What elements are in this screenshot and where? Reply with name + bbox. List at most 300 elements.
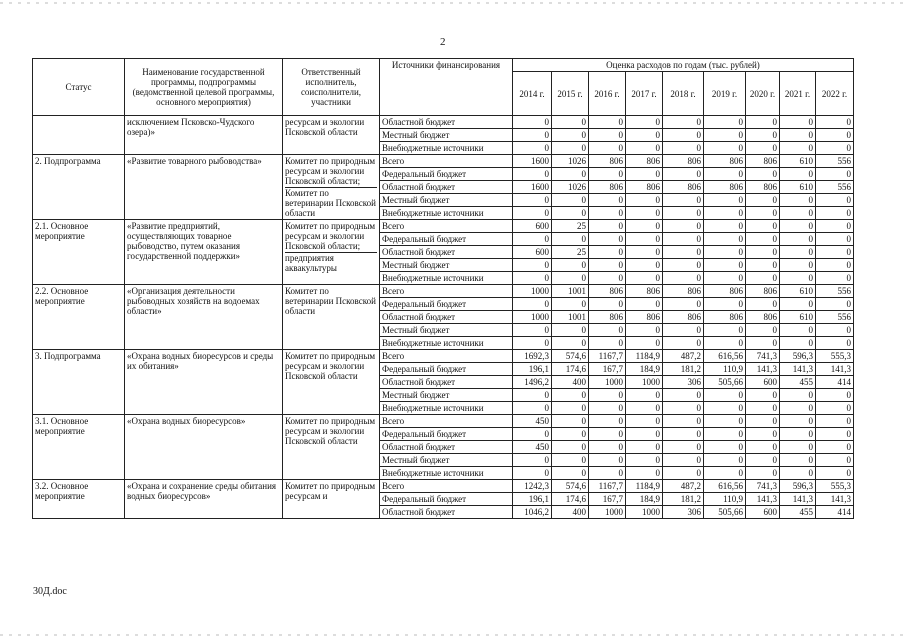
- amount-cell: 596,3: [780, 350, 816, 363]
- amount-cell: 0: [589, 207, 626, 220]
- amount-cell: 0: [663, 220, 704, 233]
- amount-cell: 0: [704, 389, 746, 402]
- funding-source-cell: Внебюджетные источники: [380, 467, 513, 480]
- amount-cell: 0: [589, 467, 626, 480]
- amount-cell: 806: [626, 155, 663, 168]
- amount-cell: 0: [746, 272, 780, 285]
- executor-cell: [283, 480, 380, 519]
- amount-cell: 181,2: [663, 363, 704, 376]
- year-header: 2022 г.: [816, 72, 854, 116]
- funding-source-cell: Областной бюджет: [380, 116, 513, 129]
- amount-cell: 0: [589, 194, 626, 207]
- amount-cell: 0: [513, 467, 552, 480]
- amount-cell: 0: [746, 402, 780, 415]
- amount-cell: 610: [780, 285, 816, 298]
- amount-cell: 0: [589, 246, 626, 259]
- amount-cell: 0: [704, 272, 746, 285]
- amount-cell: 0: [663, 441, 704, 454]
- amount-cell: 741,3: [746, 350, 780, 363]
- executor-text: предприятия аквакультуры: [285, 252, 377, 273]
- header-name: Наименование государственной программы, подпрограммы (ведомственной целевой программы, основного мероприятия): [125, 59, 283, 116]
- amount-cell: 450: [513, 441, 552, 454]
- executor-cell: [283, 415, 380, 480]
- amount-cell: 0: [816, 415, 854, 428]
- amount-cell: 0: [626, 298, 663, 311]
- amount-cell: 0: [780, 324, 816, 337]
- amount-cell: 0: [513, 233, 552, 246]
- amount-cell: 0: [780, 402, 816, 415]
- amount-cell: 400: [552, 376, 589, 389]
- amount-cell: 0: [704, 233, 746, 246]
- year-header: 2021 г.: [780, 72, 816, 116]
- funding-source-cell: Всего: [380, 480, 513, 493]
- amount-cell: 0: [513, 116, 552, 129]
- amount-cell: 0: [746, 142, 780, 155]
- amount-cell: 0: [589, 129, 626, 142]
- funding-source-cell: Всего: [380, 155, 513, 168]
- funding-source-cell: Областной бюджет: [380, 376, 513, 389]
- status-cell: 3. Подпрограмма: [33, 350, 125, 415]
- year-header: 2019 г.: [704, 72, 746, 116]
- amount-cell: 0: [663, 116, 704, 129]
- amount-cell: 610: [780, 155, 816, 168]
- amount-cell: 0: [663, 454, 704, 467]
- amount-cell: 0: [746, 259, 780, 272]
- amount-cell: 0: [589, 168, 626, 181]
- amount-cell: 487,2: [663, 480, 704, 493]
- amount-cell: 0: [816, 129, 854, 142]
- amount-cell: 174,6: [552, 363, 589, 376]
- amount-cell: 0: [626, 428, 663, 441]
- amount-cell: 0: [704, 428, 746, 441]
- executor-text: Комитет по природным ресурсам и экологии Псковской области;: [285, 221, 376, 251]
- amount-cell: 600: [513, 246, 552, 259]
- amount-cell: 455: [780, 376, 816, 389]
- status-cell: 2.1. Основное мероприятие: [33, 220, 125, 285]
- funding-source-cell: Федеральный бюджет: [380, 363, 513, 376]
- amount-cell: 610: [780, 311, 816, 324]
- amount-cell: 0: [589, 402, 626, 415]
- amount-cell: 0: [663, 168, 704, 181]
- amount-cell: 0: [746, 194, 780, 207]
- amount-cell: 806: [589, 181, 626, 194]
- amount-cell: 0: [552, 415, 589, 428]
- amount-cell: 574,6: [552, 350, 589, 363]
- amount-cell: 0: [780, 272, 816, 285]
- amount-cell: 25: [552, 220, 589, 233]
- amount-cell: 1000: [513, 285, 552, 298]
- funding-source-cell: Федеральный бюджет: [380, 233, 513, 246]
- amount-cell: 0: [589, 116, 626, 129]
- amount-cell: 0: [816, 428, 854, 441]
- amount-cell: 0: [780, 142, 816, 155]
- amount-cell: 1600: [513, 181, 552, 194]
- amount-cell: 450: [513, 415, 552, 428]
- amount-cell: 0: [780, 259, 816, 272]
- year-header: 2017 г.: [626, 72, 663, 116]
- amount-cell: 0: [552, 402, 589, 415]
- amount-cell: 0: [780, 389, 816, 402]
- funding-source-cell: Местный бюджет: [380, 129, 513, 142]
- funding-source-cell: Федеральный бюджет: [380, 493, 513, 506]
- amount-cell: 0: [626, 467, 663, 480]
- amount-cell: 806: [589, 155, 626, 168]
- executor-text: Комитет по природным ресурсам и экологии Псковской области;: [285, 156, 376, 186]
- amount-cell: 0: [552, 454, 589, 467]
- amount-cell: 806: [663, 181, 704, 194]
- amount-cell: 455: [780, 506, 816, 519]
- amount-cell: 0: [746, 298, 780, 311]
- amount-cell: 0: [552, 428, 589, 441]
- funding-source-cell: Всего: [380, 285, 513, 298]
- amount-cell: 610: [780, 181, 816, 194]
- funding-source-cell: Внебюджетные источники: [380, 402, 513, 415]
- amount-cell: 0: [589, 415, 626, 428]
- amount-cell: 1496,2: [513, 376, 552, 389]
- amount-cell: 1167,7: [589, 480, 626, 493]
- year-header: 2020 г.: [746, 72, 780, 116]
- amount-cell: 141,3: [780, 493, 816, 506]
- amount-cell: 0: [780, 168, 816, 181]
- scan-edge-bottom: [0, 634, 905, 636]
- amount-cell: 0: [780, 415, 816, 428]
- amount-cell: 806: [663, 155, 704, 168]
- amount-cell: 505,66: [704, 376, 746, 389]
- amount-cell: 556: [816, 155, 854, 168]
- amount-cell: 110,9: [704, 363, 746, 376]
- amount-cell: 1026: [552, 181, 589, 194]
- amount-cell: 0: [704, 402, 746, 415]
- amount-cell: 0: [816, 259, 854, 272]
- amount-cell: 0: [589, 220, 626, 233]
- amount-cell: 0: [513, 454, 552, 467]
- year-header: 2015 г.: [552, 72, 589, 116]
- amount-cell: 0: [816, 272, 854, 285]
- status-cell: [33, 116, 125, 155]
- amount-cell: 0: [663, 467, 704, 480]
- amount-cell: 0: [513, 129, 552, 142]
- amount-cell: 0: [513, 428, 552, 441]
- amount-cell: 600: [513, 220, 552, 233]
- amount-cell: 174,6: [552, 493, 589, 506]
- amount-cell: 0: [626, 168, 663, 181]
- amount-cell: 0: [626, 337, 663, 350]
- amount-cell: 0: [816, 467, 854, 480]
- table-row: [33, 285, 854, 298]
- amount-cell: 1184,9: [626, 480, 663, 493]
- amount-cell: 0: [626, 324, 663, 337]
- funding-source-cell: Местный бюджет: [380, 389, 513, 402]
- amount-cell: 0: [589, 142, 626, 155]
- amount-cell: 556: [816, 311, 854, 324]
- amount-cell: 0: [552, 194, 589, 207]
- table-row: [33, 116, 854, 129]
- amount-cell: 0: [780, 454, 816, 467]
- amount-cell: 0: [663, 402, 704, 415]
- status-cell: 2.2. Основное мероприятие: [33, 285, 125, 350]
- amount-cell: 0: [663, 233, 704, 246]
- amount-cell: 1000: [513, 311, 552, 324]
- amount-cell: 0: [626, 415, 663, 428]
- year-header: 2014 г.: [513, 72, 552, 116]
- amount-cell: 184,9: [626, 363, 663, 376]
- amount-cell: 0: [626, 194, 663, 207]
- executor-cell: [283, 116, 380, 155]
- funding-source-cell: Всего: [380, 220, 513, 233]
- funding-source-cell: Внебюджетные источники: [380, 142, 513, 155]
- amount-cell: 0: [816, 142, 854, 155]
- amount-cell: 0: [704, 129, 746, 142]
- amount-cell: 0: [746, 441, 780, 454]
- table-row: [33, 220, 854, 233]
- amount-cell: 0: [552, 298, 589, 311]
- funding-source-cell: Областной бюджет: [380, 506, 513, 519]
- amount-cell: 1600: [513, 155, 552, 168]
- amount-cell: 806: [704, 311, 746, 324]
- amount-cell: 0: [746, 233, 780, 246]
- amount-cell: 0: [704, 337, 746, 350]
- amount-cell: 0: [513, 207, 552, 220]
- header-source: Источники финансирования: [380, 59, 513, 116]
- amount-cell: 0: [780, 207, 816, 220]
- amount-cell: 1184,9: [626, 350, 663, 363]
- amount-cell: 0: [780, 233, 816, 246]
- amount-cell: 555,3: [816, 350, 854, 363]
- funding-source-cell: Федеральный бюджет: [380, 168, 513, 181]
- amount-cell: 0: [552, 324, 589, 337]
- amount-cell: 0: [816, 220, 854, 233]
- amount-cell: 0: [513, 194, 552, 207]
- amount-cell: 806: [746, 155, 780, 168]
- executor-text: Комитет по ветеринарии Псковской области: [285, 286, 376, 316]
- amount-cell: 806: [663, 311, 704, 324]
- amount-cell: 806: [704, 155, 746, 168]
- amount-cell: 0: [780, 246, 816, 259]
- amount-cell: 0: [816, 454, 854, 467]
- page-number: 2: [440, 36, 446, 48]
- amount-cell: 141,3: [816, 363, 854, 376]
- amount-cell: 0: [552, 142, 589, 155]
- amount-cell: 0: [704, 142, 746, 155]
- budget-table: [32, 58, 854, 519]
- status-cell: 3.2. Основное мероприятие: [33, 480, 125, 519]
- amount-cell: 1026: [552, 155, 589, 168]
- amount-cell: 0: [552, 116, 589, 129]
- program-name-cell: «Охрана и сохранение среды обитания водных биоресурсов»: [125, 480, 283, 519]
- amount-cell: 196,1: [513, 363, 552, 376]
- amount-cell: 1692,3: [513, 350, 552, 363]
- amount-cell: 0: [626, 246, 663, 259]
- scan-edge-top: [0, 2, 905, 4]
- amount-cell: 596,3: [780, 480, 816, 493]
- amount-cell: 0: [746, 168, 780, 181]
- amount-cell: 0: [816, 168, 854, 181]
- amount-cell: 0: [589, 324, 626, 337]
- program-name-cell: «Развитие товарного рыбоводства»: [125, 155, 283, 220]
- amount-cell: 0: [780, 129, 816, 142]
- amount-cell: 1167,7: [589, 350, 626, 363]
- amount-cell: 0: [816, 441, 854, 454]
- amount-cell: 0: [626, 116, 663, 129]
- amount-cell: 0: [746, 428, 780, 441]
- amount-cell: 0: [746, 454, 780, 467]
- amount-cell: 0: [704, 194, 746, 207]
- amount-cell: 141,3: [746, 493, 780, 506]
- funding-source-cell: Местный бюджет: [380, 194, 513, 207]
- amount-cell: 806: [746, 311, 780, 324]
- funding-source-cell: Областной бюджет: [380, 246, 513, 259]
- executor-cell: [283, 220, 380, 285]
- amount-cell: 0: [552, 168, 589, 181]
- amount-cell: 0: [704, 246, 746, 259]
- amount-cell: 141,3: [746, 363, 780, 376]
- amount-cell: 1046,2: [513, 506, 552, 519]
- amount-cell: 555,3: [816, 480, 854, 493]
- amount-cell: 0: [780, 194, 816, 207]
- header-estimate: Оценка расходов по годам (тыс. рублей): [513, 59, 854, 72]
- funding-source-cell: Внебюджетные источники: [380, 207, 513, 220]
- funding-source-cell: Федеральный бюджет: [380, 298, 513, 311]
- executor-cell: [283, 155, 380, 220]
- amount-cell: 0: [746, 129, 780, 142]
- funding-source-cell: Областной бюджет: [380, 311, 513, 324]
- amount-cell: 0: [513, 389, 552, 402]
- funding-source-cell: Местный бюджет: [380, 259, 513, 272]
- funding-source-cell: Внебюджетные источники: [380, 337, 513, 350]
- table-row: [33, 415, 854, 428]
- footer-filename: 30Д.doc: [33, 586, 67, 597]
- amount-cell: 0: [589, 259, 626, 272]
- amount-cell: 556: [816, 181, 854, 194]
- amount-cell: 0: [663, 324, 704, 337]
- amount-cell: 0: [513, 337, 552, 350]
- amount-cell: 0: [513, 402, 552, 415]
- amount-cell: 0: [780, 441, 816, 454]
- funding-source-cell: Внебюджетные источники: [380, 272, 513, 285]
- table-row: [33, 350, 854, 363]
- funding-source-cell: Федеральный бюджет: [380, 428, 513, 441]
- amount-cell: 0: [816, 298, 854, 311]
- amount-cell: 167,7: [589, 363, 626, 376]
- amount-cell: 167,7: [589, 493, 626, 506]
- amount-cell: 0: [626, 207, 663, 220]
- amount-cell: 0: [663, 272, 704, 285]
- funding-source-cell: Областной бюджет: [380, 441, 513, 454]
- amount-cell: 806: [663, 285, 704, 298]
- amount-cell: 0: [552, 467, 589, 480]
- amount-cell: 600: [746, 506, 780, 519]
- amount-cell: 574,6: [552, 480, 589, 493]
- amount-cell: 0: [780, 337, 816, 350]
- amount-cell: 0: [663, 194, 704, 207]
- amount-cell: 1000: [626, 506, 663, 519]
- amount-cell: 806: [589, 311, 626, 324]
- amount-cell: 0: [746, 415, 780, 428]
- amount-cell: 110,9: [704, 493, 746, 506]
- amount-cell: 0: [589, 272, 626, 285]
- amount-cell: 0: [552, 233, 589, 246]
- amount-cell: 0: [552, 441, 589, 454]
- amount-cell: 0: [626, 441, 663, 454]
- amount-cell: 806: [746, 285, 780, 298]
- amount-cell: 141,3: [816, 493, 854, 506]
- amount-cell: 0: [589, 389, 626, 402]
- executor-text: Комитет по природным ресурсам и экологии Псковской области: [285, 351, 376, 381]
- amount-cell: 0: [780, 428, 816, 441]
- amount-cell: 0: [663, 428, 704, 441]
- amount-cell: 414: [816, 506, 854, 519]
- program-name-cell: «Организация деятельности рыбоводных хозяйств на водоемах области»: [125, 285, 283, 350]
- amount-cell: 0: [552, 272, 589, 285]
- funding-source-cell: Областной бюджет: [380, 181, 513, 194]
- program-name-cell: исключением Псковско-Чудского озера)»: [125, 116, 283, 155]
- amount-cell: 0: [704, 220, 746, 233]
- amount-cell: 0: [704, 116, 746, 129]
- amount-cell: 0: [626, 454, 663, 467]
- amount-cell: 0: [816, 324, 854, 337]
- amount-cell: 0: [746, 337, 780, 350]
- funding-source-cell: Всего: [380, 350, 513, 363]
- amount-cell: 0: [704, 467, 746, 480]
- amount-cell: 0: [704, 454, 746, 467]
- amount-cell: 0: [663, 129, 704, 142]
- amount-cell: 0: [513, 324, 552, 337]
- amount-cell: 196,1: [513, 493, 552, 506]
- amount-cell: 0: [552, 259, 589, 272]
- amount-cell: 806: [589, 285, 626, 298]
- funding-source-cell: Местный бюджет: [380, 454, 513, 467]
- amount-cell: 1000: [589, 506, 626, 519]
- amount-cell: 414: [816, 376, 854, 389]
- amount-cell: 0: [704, 168, 746, 181]
- year-header: 2018 г.: [663, 72, 704, 116]
- amount-cell: 487,2: [663, 350, 704, 363]
- amount-cell: 806: [626, 285, 663, 298]
- amount-cell: 141,3: [780, 363, 816, 376]
- amount-cell: 25: [552, 246, 589, 259]
- amount-cell: 1000: [589, 376, 626, 389]
- amount-cell: 0: [746, 467, 780, 480]
- amount-cell: 0: [780, 298, 816, 311]
- amount-cell: 0: [704, 324, 746, 337]
- amount-cell: 0: [626, 142, 663, 155]
- amount-cell: 0: [513, 142, 552, 155]
- amount-cell: 0: [663, 259, 704, 272]
- amount-cell: 556: [816, 285, 854, 298]
- funding-source-cell: Местный бюджет: [380, 324, 513, 337]
- program-name-cell: «Охрана водных биоресурсов и среды их обитания»: [125, 350, 283, 415]
- amount-cell: 0: [626, 259, 663, 272]
- table-row: [33, 155, 854, 168]
- header-status: Статус: [33, 59, 125, 116]
- amount-cell: 0: [746, 246, 780, 259]
- program-name-cell: «Развитие предприятий, осуществляющих товарное рыбоводство, путем оказания государственной поддержки»: [125, 220, 283, 285]
- amount-cell: 806: [746, 181, 780, 194]
- amount-cell: 0: [816, 389, 854, 402]
- amount-cell: 0: [663, 246, 704, 259]
- amount-cell: 0: [816, 116, 854, 129]
- amount-cell: 0: [663, 415, 704, 428]
- amount-cell: 0: [816, 337, 854, 350]
- amount-cell: 616,56: [704, 350, 746, 363]
- amount-cell: 0: [589, 428, 626, 441]
- executor-cell: [283, 285, 380, 350]
- amount-cell: 806: [626, 181, 663, 194]
- amount-cell: 1000: [626, 376, 663, 389]
- amount-cell: 0: [663, 298, 704, 311]
- amount-cell: 0: [704, 441, 746, 454]
- amount-cell: 0: [552, 389, 589, 402]
